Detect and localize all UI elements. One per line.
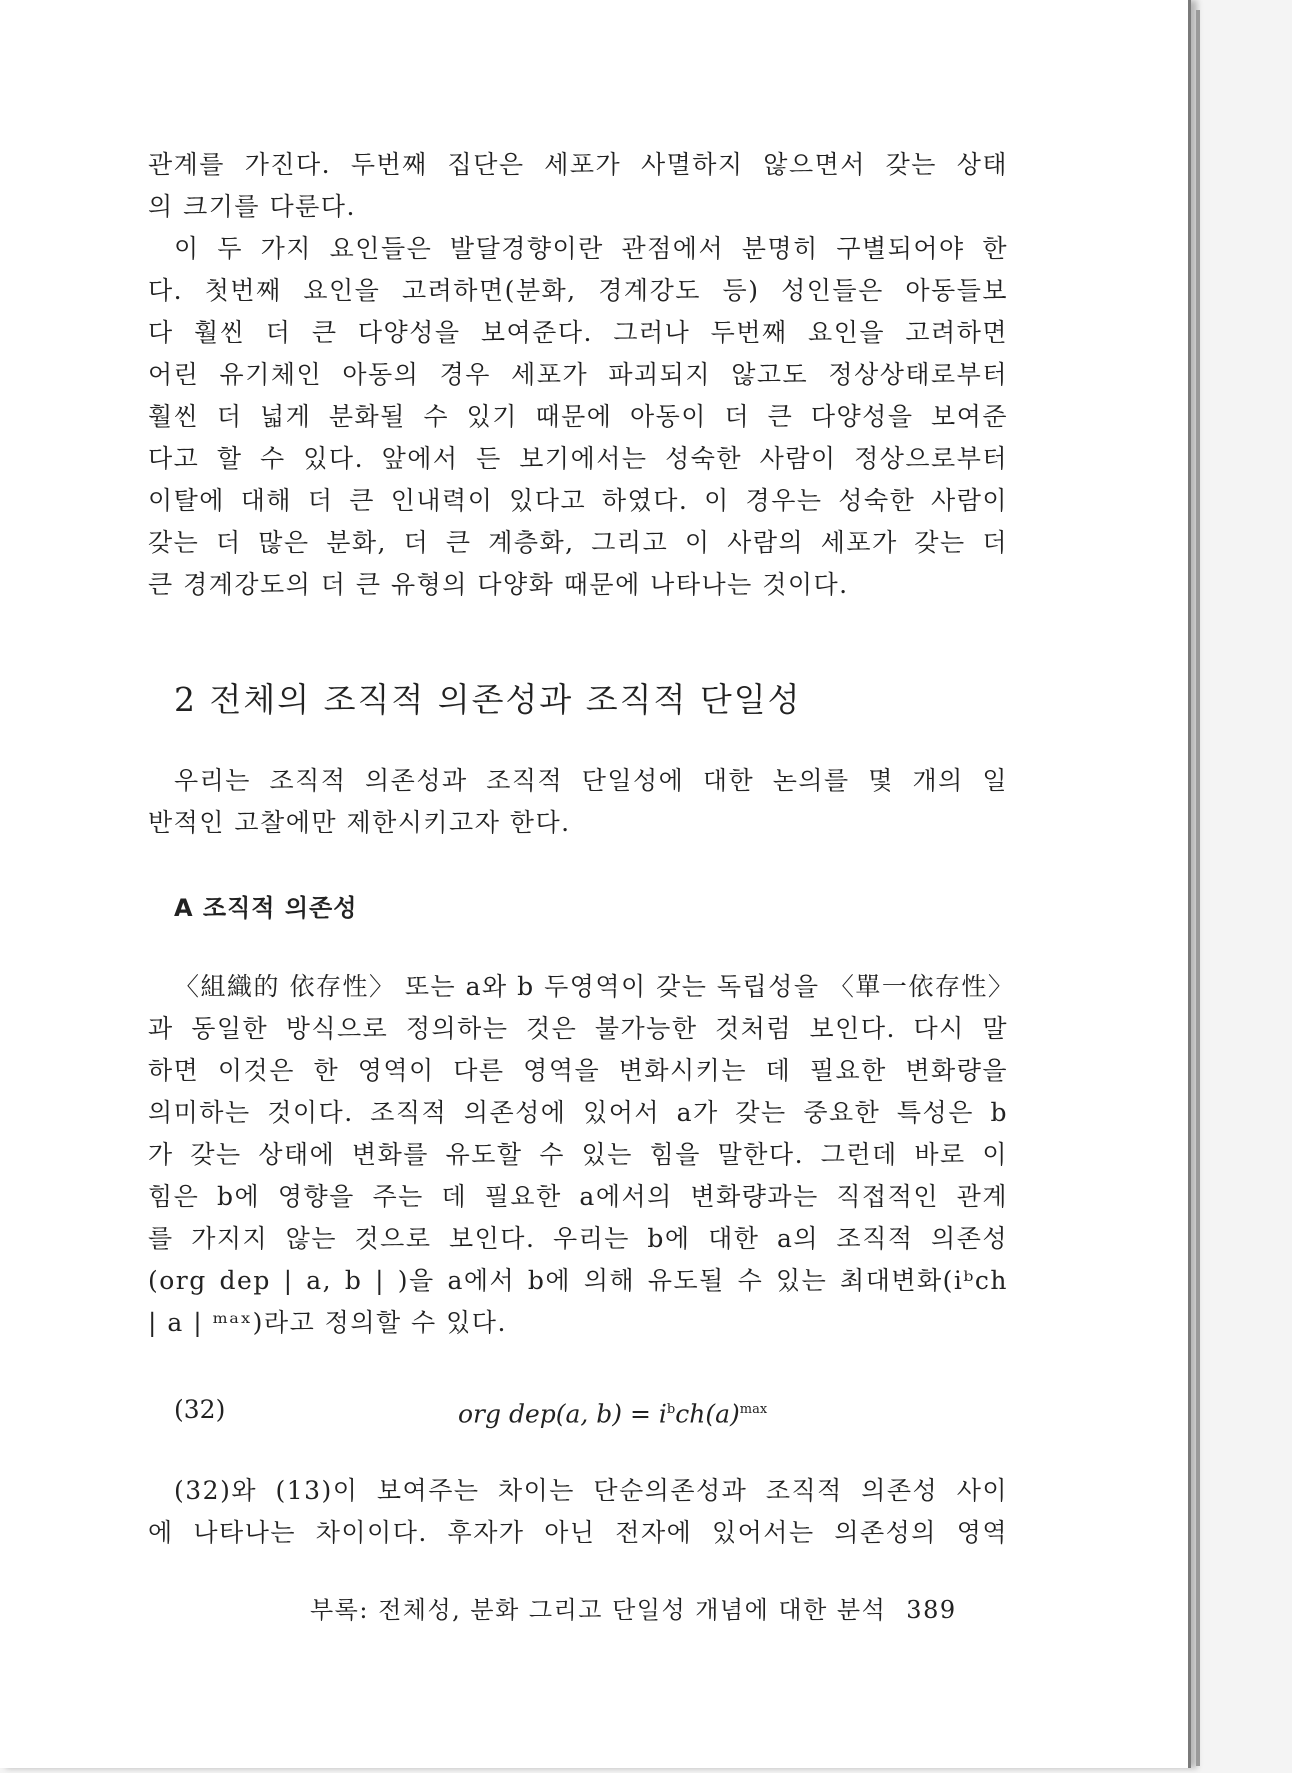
text-line: 큰 경계강도의 더 큰 유형의 다양화 때문에 나타나는 것이다. [148, 570, 849, 599]
paragraph-3 [148, 760, 1008, 844]
paragraph-2 [148, 228, 1008, 606]
paragraph-1 [148, 144, 1008, 228]
paragraph-5 [148, 1470, 1008, 1554]
text-line: 과 동일한 방식으로 정의하는 것은 불가능한 것처럼 보인다. 다시 말 [148, 1014, 1008, 1043]
text-line: 이탈에 대해 더 큰 인내력이 있다고 하였다. 이 경우는 성숙한 사람이 [148, 486, 1008, 515]
text-line: 반적인 고찰에만 제한시키고자 한다. [148, 808, 571, 837]
text-line: 우리는 조직적 의존성과 조직적 단일성에 대한 논의를 몇 개의 일 [174, 766, 1008, 795]
text-line: 어린 유기체인 아동의 경우 세포가 파괴되지 않고도 정상상태로부터 [148, 360, 1008, 389]
paragraph-4 [148, 966, 1015, 1344]
text-line: 가 갖는 상태에 변화를 유도할 수 있는 힘을 말한다. 그런데 바로 이 [148, 1140, 1008, 1169]
text-line: 의 크기를 다룬다. [148, 192, 356, 221]
text-line: 하면 이것은 한 영역이 다른 영역을 변화시키는 데 필요한 변화량을 [148, 1056, 1008, 1085]
text-line: 힘은 b에 영향을 주는 데 필요한 a에서의 변화량과는 직접적인 관계 [148, 1182, 1008, 1211]
running-title: 부록: 전체성, 분화 그리고 단일성 개념에 대한 분석 [310, 1596, 887, 1624]
text-line: 를 가지지 않는 것으로 보인다. 우리는 b에 대한 a의 조직적 의존성 [148, 1224, 1008, 1253]
text-line: 〈組織的 依存性〉 또는 a와 b 두영역이 갖는 독립성을 〈單一依存性〉 [174, 972, 1015, 1001]
text-line: 다고 할 수 있다. 앞에서 든 보기에서는 성숙한 사람이 정상으로부터 [148, 444, 1008, 473]
page-number: 389 [906, 1596, 957, 1624]
text-line: | a | ᵐᵃˣ)라고 정의할 수 있다. [148, 1308, 507, 1337]
text-line: 다 훨씬 더 큰 다양성을 보여준다. 그러나 두번째 요인을 고려하면 [148, 318, 1008, 347]
equation-lhs: org dep(a, b) = i [458, 1399, 667, 1429]
equation-32 [148, 1388, 1008, 1432]
equation-sup-b: b [666, 1402, 676, 1417]
page-edge [1196, 10, 1200, 1766]
page-footer [310, 1590, 957, 1625]
equation-body [458, 1388, 767, 1436]
page-content [148, 144, 1015, 1554]
subsection-heading: A 조직적 의존성 [174, 894, 358, 922]
equation-rhs: ch(a) [675, 1399, 740, 1429]
text-line: (org dep | a, b | )을 a에서 b에 의해 유도될 수 있는 최대변화(iᵇch [148, 1266, 1008, 1295]
text-line: (32)와 (13)이 보여주는 차이는 단순의존성과 조직적 의존성 사이 [174, 1476, 1008, 1505]
text-line: 이 두 가지 요인들은 발달경향이란 관점에서 분명히 구별되어야 한 [174, 234, 1008, 263]
text-line: 갖는 더 많은 분화, 더 큰 계층화, 그리고 이 사람의 세포가 갖는 더 [148, 528, 1008, 557]
section-heading: 2 전체의 조직적 의존성과 조직적 단일성 [174, 680, 802, 719]
text-line: 다. 첫번째 요인을 고려하면(분화, 경계강도 등) 성인들은 아동들보 [148, 276, 1008, 305]
equation-number: (32) [174, 1395, 226, 1424]
text-line: 관계를 가진다. 두번째 집단은 세포가 사멸하지 않으면서 갖는 상태 [148, 150, 1008, 179]
text-line: 에 나타나는 차이이다. 후자가 아닌 전자에 있어서는 의존성의 영역 [148, 1518, 1008, 1547]
text-line: 의미하는 것이다. 조직적 의존성에 있어서 a가 갖는 중요한 특성은 b [148, 1098, 1008, 1127]
equation-sup-max: max [739, 1402, 768, 1417]
text-line: 훨씬 더 넓게 분화될 수 있기 때문에 아동이 더 큰 다양성을 보여준 [148, 402, 1008, 431]
